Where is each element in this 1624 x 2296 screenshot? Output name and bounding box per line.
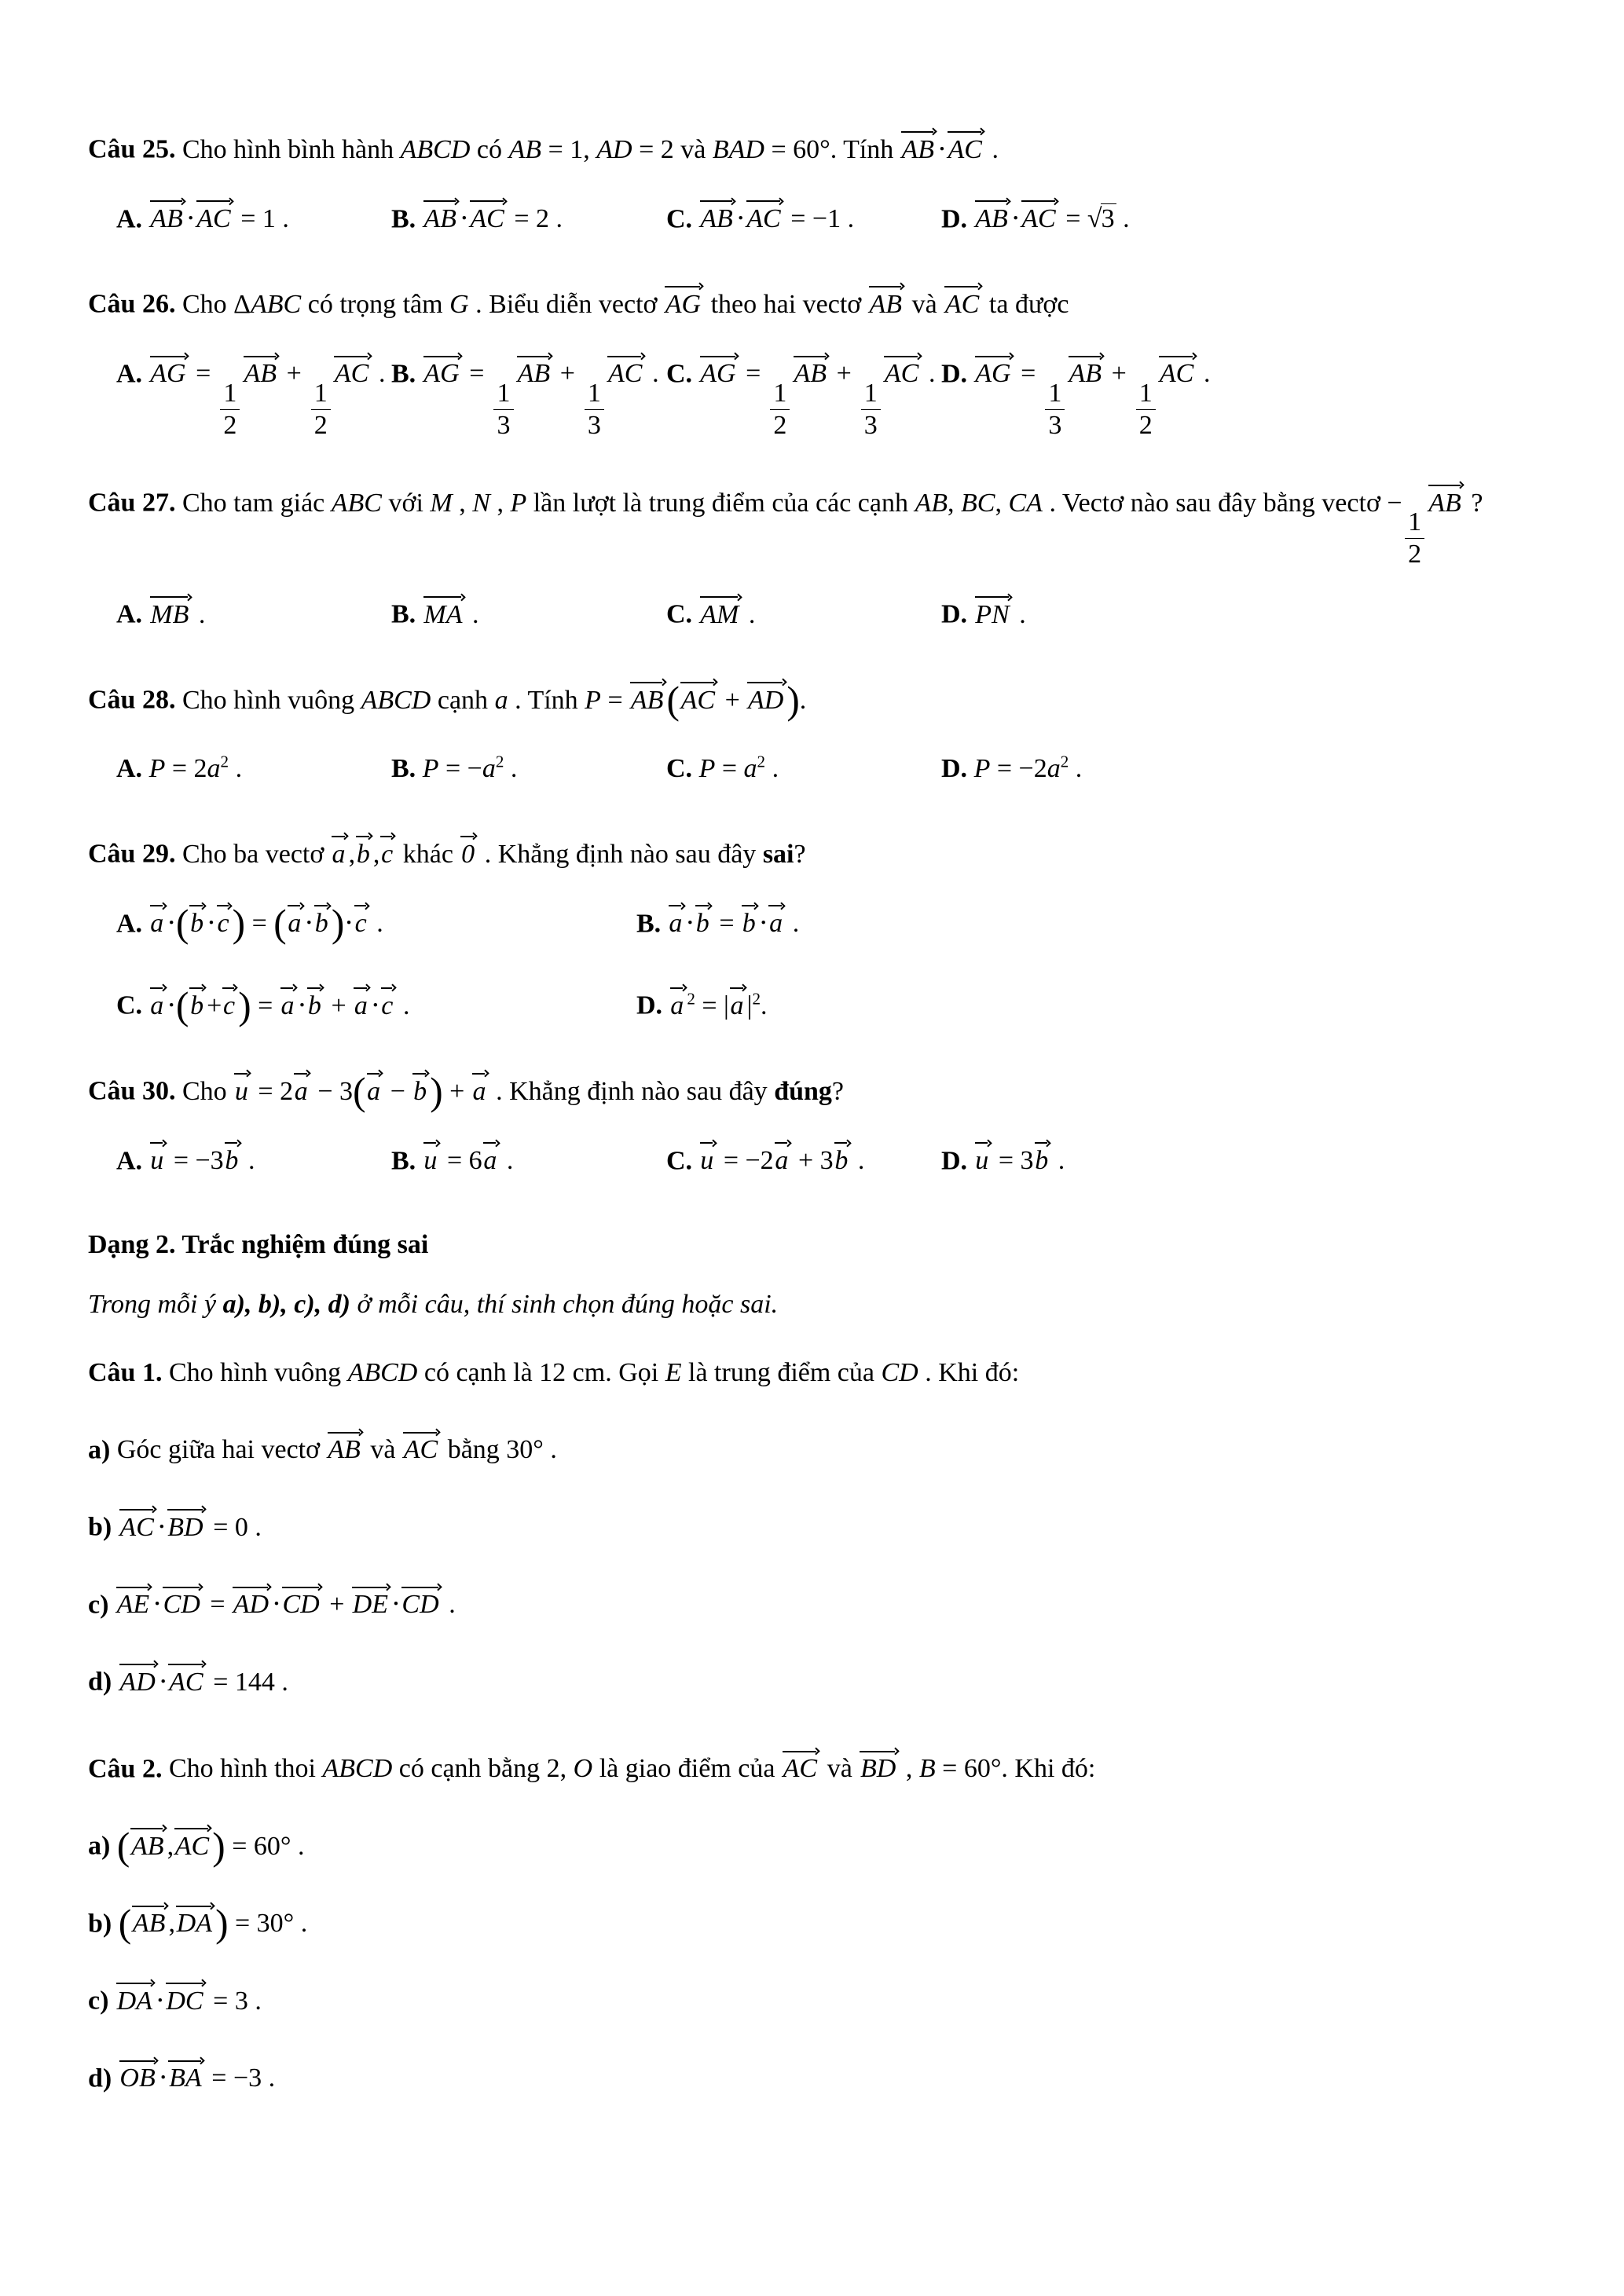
- option: [666, 349, 941, 441]
- superscript: 2: [1060, 752, 1069, 771]
- vector-arrow: u: [149, 1136, 167, 1175]
- vector-arrow: AG: [149, 349, 189, 388]
- vector-arrow: CD: [162, 1580, 203, 1619]
- item-text: Góc giữa hai vectơ AB và AC bằng 30° .: [117, 1435, 557, 1464]
- vector-arrow: AB: [149, 194, 186, 233]
- item-label: d): [88, 2063, 112, 2093]
- question-header: [88, 829, 1536, 880]
- vector-arrow: AD: [232, 1580, 272, 1619]
- vector-arrow: AG: [699, 349, 739, 388]
- vector-arrow: b: [834, 1136, 852, 1175]
- option: [116, 980, 636, 1030]
- vector-arrow: b: [695, 899, 713, 938]
- question-text: Cho u = 2a − 3(a − b) + a . Khẳng định nào sau đây đúng?: [182, 1077, 844, 1106]
- option-label: C.: [116, 991, 143, 1020]
- option-label: A.: [116, 204, 143, 234]
- vector-arrow: a: [149, 980, 167, 1020]
- vector-arrow: AC: [947, 124, 985, 163]
- vector-arrow: a: [149, 899, 167, 938]
- question: [88, 478, 1536, 639]
- big-paren-close: ): [430, 1069, 443, 1113]
- vector-arrow: AC: [1021, 194, 1059, 233]
- item-text: (AB ,AC) = 60° .: [117, 1832, 305, 1861]
- option-label: B.: [636, 909, 662, 939]
- vector-arrow: AB: [130, 1821, 167, 1860]
- option: [941, 349, 1216, 441]
- vector-arrow: a: [353, 980, 371, 1020]
- question-header: [88, 478, 1536, 570]
- question: [88, 279, 1536, 441]
- option-text: AG = $\frac{1}{3}$ AB + $\frac{1}{2}$ AC .: [974, 359, 1211, 388]
- vector-arrow: a: [768, 899, 786, 938]
- question-text: Cho ba vectơ a ,b ,c khác 0 . Khẳng định nào sau đây sai?: [182, 840, 806, 869]
- option-label: B.: [391, 1146, 416, 1176]
- vector-arrow: c: [379, 829, 396, 868]
- vector-arrow: b: [412, 1066, 430, 1105]
- statement-item: [88, 1502, 1536, 1553]
- vector-arrow: AC: [883, 349, 922, 388]
- fraction: $\frac{1}{2}$: [1405, 507, 1424, 570]
- fraction: $\frac{1}{2}$: [1136, 378, 1156, 441]
- vector-arrow: AB: [793, 349, 830, 388]
- vector-arrow: a: [471, 1066, 489, 1105]
- option: [666, 745, 941, 793]
- option-text: u = 3b .: [974, 1146, 1065, 1175]
- option-text: $P = a^2$ .: [698, 752, 779, 783]
- question: [88, 1066, 1536, 1185]
- question-header: [88, 1349, 1536, 1398]
- vector-arrow: AC: [607, 349, 645, 388]
- vector-arrow: MA: [423, 589, 466, 628]
- superscript: 2: [757, 752, 766, 771]
- vector-arrow: a: [287, 899, 305, 938]
- question-text: Cho hình bình hành ABCD có AB = 1, AD = 2 và BAD = 60°. Tính AB ⋅AC .: [182, 135, 999, 164]
- question-header: [88, 1744, 1536, 1795]
- option-text: AB ⋅AC = 1 .: [149, 204, 289, 233]
- superscript: 2: [687, 989, 695, 1009]
- option: [941, 1136, 1216, 1185]
- vector-arrow: b: [1034, 1136, 1052, 1175]
- question: [88, 1744, 1536, 2104]
- option-text: AG = $\frac{1}{2}$ AB + $\frac{1}{3}$ AC .: [699, 359, 936, 388]
- vector-arrow: u: [423, 1136, 441, 1175]
- statement-item: [88, 1821, 1536, 1872]
- option-label: B.: [391, 359, 416, 389]
- vector-arrow: AC: [680, 675, 718, 714]
- vector-arrow: AC: [167, 1657, 206, 1696]
- instruction-note: Trong mỗi ý a), b), c), d) ở mỗi câu, thí sinh chọn đúng hoặc sai.: [88, 1289, 779, 1319]
- option-text: a ⋅(b +c) = a ⋅b + a ⋅c .: [149, 991, 410, 1020]
- question-number: Câu 25.: [88, 134, 176, 164]
- question-number: Câu 27.: [88, 488, 176, 518]
- big-paren-open: (: [273, 902, 287, 946]
- option-text: $P = -a^2$ .: [422, 752, 518, 783]
- vector-arrow: AB: [900, 124, 937, 163]
- statement-item: [88, 1976, 1536, 2027]
- big-paren-close: ): [212, 1824, 225, 1868]
- vector-arrow: AC: [196, 194, 234, 233]
- option-text: AG = $\frac{1}{3}$ AB + $\frac{1}{3}$ AC .: [423, 359, 659, 388]
- vector-arrow: CD: [401, 1580, 442, 1619]
- item-label: a): [88, 1435, 111, 1465]
- vector-arrow: AC: [469, 194, 508, 233]
- question-number: Câu 28.: [88, 685, 176, 715]
- big-paren-open: (: [118, 1902, 132, 1946]
- option-text: PN .: [974, 600, 1026, 629]
- option-label: D.: [941, 204, 968, 234]
- fraction: $\frac{1}{3}$: [1045, 378, 1065, 441]
- vector-arrow: b: [355, 829, 373, 868]
- vector-arrow: AC: [119, 1502, 157, 1541]
- question-header: [88, 124, 1536, 175]
- option-label: B.: [391, 600, 416, 630]
- option-label: D.: [941, 753, 968, 783]
- vector-arrow: AC: [174, 1821, 212, 1860]
- item-label: d): [88, 1667, 112, 1697]
- option-text: MB .: [149, 600, 206, 629]
- vector-arrow: OB: [119, 2053, 159, 2093]
- vector-arrow: AG: [664, 279, 704, 318]
- item-text: DA ⋅DC = 3 .: [115, 1987, 262, 2016]
- option: [116, 349, 391, 441]
- option-label: D.: [941, 359, 968, 389]
- vector-arrow: DA: [115, 1976, 156, 2015]
- option-label: C.: [666, 753, 693, 783]
- options-row: [116, 745, 1536, 793]
- question-header: [88, 1066, 1536, 1117]
- superscript: 2: [220, 752, 229, 771]
- option-label: C.: [666, 600, 693, 630]
- option-label: C.: [666, 1146, 693, 1176]
- vector-arrow: c: [354, 899, 370, 938]
- vector-arrow: DC: [165, 1976, 207, 2015]
- vector-arrow: AB: [868, 279, 905, 318]
- vector-arrow: c: [222, 980, 238, 1020]
- vector-arrow: a: [280, 980, 298, 1020]
- option: [666, 194, 941, 244]
- question-header: [88, 279, 1536, 330]
- option-text: a ⋅(b ⋅c) = (a ⋅b)⋅c .: [149, 909, 383, 938]
- item-label: c): [88, 1590, 109, 1620]
- option-text: $P = 2a^2$ .: [148, 752, 243, 783]
- vector-arrow: BD: [859, 1744, 899, 1783]
- item-label: b): [88, 1909, 112, 1939]
- vector-arrow: a: [482, 1136, 500, 1175]
- vector-arrow: AC: [782, 1744, 820, 1783]
- statement-item: [88, 1657, 1536, 1708]
- question-text: Cho hình vuông ABCD cạnh a . Tính P = AB(AC + AD).: [182, 686, 806, 715]
- statement-item: [88, 1580, 1536, 1631]
- option: [636, 899, 1157, 948]
- options-row: [116, 349, 1536, 441]
- option: [636, 980, 1157, 1030]
- option-label: D.: [941, 1146, 968, 1176]
- options-row: [116, 899, 1536, 1031]
- option-text: AG = $\frac{1}{2}$ AB + $\frac{1}{2}$ AC .: [149, 359, 386, 388]
- options-row: [116, 1136, 1536, 1185]
- vector-arrow: u: [974, 1136, 992, 1175]
- superscript: 2: [752, 989, 761, 1009]
- option: [116, 899, 636, 948]
- superscript: 2: [495, 752, 504, 771]
- document-body: [88, 124, 1536, 2104]
- option-text: u = 6a .: [423, 1146, 514, 1175]
- statement-item: [88, 1899, 1536, 1950]
- vector-arrow: b: [189, 980, 207, 1020]
- vector-arrow: AD: [746, 675, 786, 714]
- vector-arrow: AB: [516, 349, 553, 388]
- big-paren-open: (: [175, 983, 189, 1027]
- vector-arrow: AC: [333, 349, 372, 388]
- question-header: [88, 675, 1536, 726]
- options-row: [116, 589, 1536, 639]
- vector-arrow: AD: [119, 1657, 159, 1696]
- option-label: C.: [666, 204, 693, 234]
- vector-arrow: BD: [167, 1502, 207, 1541]
- vector-arrow: c: [380, 980, 397, 1020]
- option-text: AM .: [699, 600, 756, 629]
- option: [666, 1136, 941, 1185]
- statement-item: [88, 2053, 1536, 2104]
- option-label: A.: [116, 909, 143, 939]
- option-label: C.: [666, 359, 693, 389]
- vector-arrow: u: [699, 1136, 717, 1175]
- option-text: AB ⋅AC = √3 .: [974, 204, 1130, 233]
- option-text: AB ⋅AC = 2 .: [423, 204, 563, 233]
- vector-arrow: AC: [944, 279, 982, 318]
- vector-arrow: AB: [1428, 478, 1465, 517]
- fraction: $\frac{1}{3}$: [861, 378, 881, 441]
- option-label: D.: [941, 600, 968, 630]
- question-text: Cho ΔABC có trọng tâm G . Biểu diễn vectơ AG theo hai vectơ AB và AC ta được: [182, 290, 1069, 319]
- vector-arrow: AB: [974, 194, 1011, 233]
- vector-arrow: AG: [423, 349, 463, 388]
- square-root: √3: [1087, 204, 1116, 233]
- vector-arrow: b: [313, 899, 332, 938]
- question-text: Cho tam giác ABC với M , N , P lần lượt là trung điểm của các cạnh AB, BC, CA . Vectơ nào sau đây bằng vectơ − $\frac{1}{2}$ AB ?: [182, 489, 1483, 518]
- section-heading: Dạng 2. Trắc nghiệm đúng sai: [88, 1230, 429, 1260]
- question-number: Câu 2.: [88, 1754, 163, 1784]
- option-text: MA .: [423, 600, 479, 629]
- option: [941, 589, 1216, 639]
- vector-arrow: b: [224, 1136, 242, 1175]
- vector-arrow: u: [233, 1066, 251, 1105]
- vector-arrow: b: [189, 899, 207, 938]
- question-number: Câu 26.: [88, 289, 176, 319]
- option-label: D.: [636, 991, 663, 1020]
- option-label: B.: [391, 753, 416, 783]
- vector-arrow: AB: [243, 349, 280, 388]
- option-label: B.: [391, 204, 416, 234]
- option-text: $P = -2a^2$ .: [973, 752, 1083, 783]
- item-label: c): [88, 1986, 109, 2016]
- big-paren-close: ): [238, 983, 251, 1027]
- vector-arrow: AB: [699, 194, 736, 233]
- vector-arrow: a: [774, 1136, 792, 1175]
- vector-arrow: 0: [460, 829, 478, 868]
- option-label: A.: [116, 1146, 143, 1176]
- vector-arrow: AB: [131, 1899, 168, 1938]
- big-paren-open: (: [353, 1069, 366, 1113]
- option: [391, 349, 666, 441]
- fraction: $\frac{1}{2}$: [220, 378, 240, 441]
- question-text: Cho hình vuông ABCD có cạnh là 12 cm. Gọi E là trung điểm của CD . Khi đó:: [168, 1357, 1020, 1387]
- option-text: a ⋅b = b ⋅a .: [668, 909, 800, 938]
- option: [391, 745, 666, 793]
- vector-arrow: AB: [327, 1425, 364, 1464]
- item-text: AD ⋅AC = 144 .: [119, 1668, 288, 1697]
- big-paren-open: (: [666, 678, 680, 722]
- option-label: A.: [116, 600, 143, 630]
- option-text: u = −2a + 3b .: [699, 1146, 865, 1175]
- vector-arrow: AC: [402, 1425, 441, 1464]
- item-text: AE ⋅CD = AD ⋅CD + DE ⋅CD .: [115, 1590, 456, 1619]
- vector-arrow: AB: [629, 675, 666, 714]
- option: [941, 194, 1216, 244]
- vector-arrow: AC: [1158, 349, 1197, 388]
- option: [391, 1136, 666, 1185]
- option: [116, 745, 391, 793]
- question: [88, 1349, 1536, 1708]
- item-label: b): [88, 1512, 112, 1542]
- question: [88, 675, 1536, 793]
- vector-arrow: AG: [974, 349, 1014, 388]
- question-text: Cho hình thoi ABCD có cạnh bằng 2, O là giao điểm của AC và BD , B = 60°. Khi đó:: [169, 1754, 1095, 1783]
- option: [666, 589, 941, 639]
- vector-arrow: MB: [149, 589, 192, 628]
- option-text: AB ⋅AC = −1 .: [699, 204, 855, 233]
- question-number: Câu 30.: [88, 1076, 176, 1106]
- option: [941, 745, 1216, 793]
- vector-arrow: DA: [175, 1899, 215, 1938]
- vector-arrow: AB: [423, 194, 460, 233]
- option: [116, 194, 391, 244]
- vector-arrow: b: [741, 899, 759, 938]
- big-paren-open: (: [116, 1824, 130, 1868]
- vector-arrow: a: [365, 1066, 383, 1105]
- vector-arrow: PN: [974, 589, 1013, 628]
- option-text: a $^2$ = |a $|^2$.: [669, 991, 768, 1020]
- vector-arrow: a: [668, 899, 686, 938]
- vector-arrow: a: [669, 980, 687, 1020]
- vector-arrow: AE: [115, 1580, 152, 1619]
- item-label: a): [88, 1831, 111, 1861]
- vector-arrow: BA: [167, 2053, 204, 2093]
- big-paren-close: ): [786, 678, 800, 722]
- option-label: A.: [116, 359, 143, 389]
- options-row: [116, 194, 1536, 244]
- big-paren-close: ): [215, 1902, 229, 1946]
- option-label: A.: [116, 753, 143, 783]
- question: [88, 124, 1536, 243]
- option: [391, 194, 666, 244]
- big-paren-close: ): [232, 902, 246, 946]
- question-number: Câu 29.: [88, 839, 176, 869]
- fraction: $\frac{1}{2}$: [311, 378, 331, 441]
- item-text: (AB ,DA) = 30° .: [119, 1909, 308, 1938]
- option: [116, 589, 391, 639]
- vector-arrow: a: [729, 980, 747, 1020]
- question-number: Câu 1.: [88, 1357, 163, 1387]
- vector-arrow: DE: [351, 1580, 391, 1619]
- vector-arrow: AB: [1068, 349, 1105, 388]
- vector-arrow: a: [293, 1066, 311, 1105]
- option: [116, 1136, 391, 1185]
- vector-arrow: CD: [281, 1580, 323, 1619]
- item-text: OB ⋅BA = −3 .: [119, 2063, 275, 2093]
- big-paren-open: (: [175, 902, 189, 946]
- option-text: u = −3b .: [149, 1146, 255, 1175]
- vector-arrow: AC: [746, 194, 784, 233]
- question: [88, 829, 1536, 1030]
- vector-arrow: a: [331, 829, 349, 868]
- vector-arrow: AM: [699, 589, 742, 628]
- big-paren-close: ): [331, 902, 345, 946]
- statement-item: [88, 1425, 1536, 1476]
- item-text: AC ⋅BD = 0 .: [119, 1513, 262, 1542]
- vector-arrow: b: [306, 980, 324, 1020]
- option: [391, 589, 666, 639]
- fraction: $\frac{1}{2}$: [770, 378, 790, 441]
- fraction: $\frac{1}{3}$: [493, 378, 513, 441]
- fraction: $\frac{1}{3}$: [585, 378, 604, 441]
- vector-arrow: c: [216, 899, 233, 938]
